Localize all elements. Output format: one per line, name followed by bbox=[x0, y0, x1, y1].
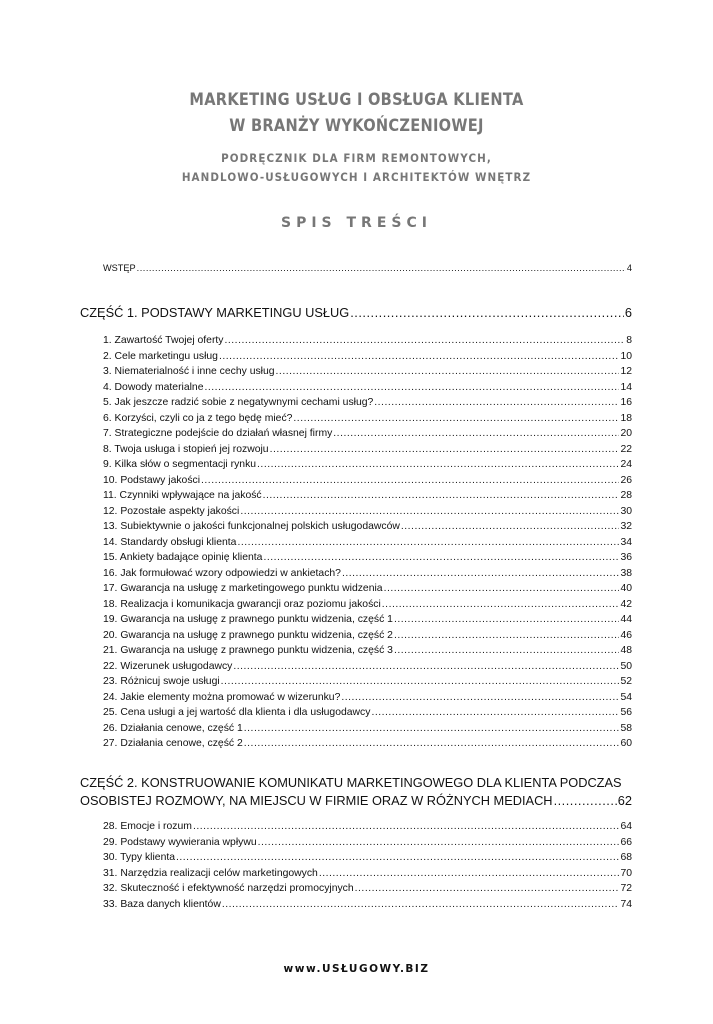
footer-website: www.USŁUGOWY.BIZ bbox=[283, 963, 430, 975]
toc-entry-label: 20. Gwarancja na usługę z prawnego punktu widzenia, część 2 bbox=[103, 629, 393, 641]
dot-leader bbox=[350, 304, 624, 322]
toc-entry-page: 64 bbox=[620, 821, 632, 832]
toc-entry-label: 7. Strategiczne podejście do działań własnej firmy bbox=[103, 428, 333, 439]
toc-entry[interactable] bbox=[103, 836, 632, 850]
toc-entry[interactable] bbox=[103, 737, 632, 751]
toc-part-label: OSOBISTEJ ROZMOWY, NA MIEJSCU W FIRMIE ORAZ W RÓŻNYCH MEDIACH bbox=[80, 793, 553, 808]
document-title-line2: W BRANŻY WYKOŃCZENIOWEJ bbox=[229, 116, 484, 136]
toc-entry[interactable] bbox=[103, 691, 632, 705]
dot-leader bbox=[137, 261, 626, 275]
toc-entry-page: 46 bbox=[620, 629, 632, 641]
dot-leader bbox=[355, 882, 620, 896]
toc-part-page: 62 bbox=[617, 793, 632, 808]
toc-entry-page: 52 bbox=[620, 676, 632, 687]
document-subtitle-line2: HANDLOWO-USŁUGOWYCH I ARCHITEKTÓW WNĘTRZ bbox=[181, 170, 532, 184]
toc-entry-page: 34 bbox=[620, 536, 632, 548]
toc-entry-label: 11. Czynniki wpływające na jakość bbox=[103, 490, 262, 501]
toc-entry[interactable] bbox=[103, 660, 632, 674]
toc-part-page: 6 bbox=[624, 305, 632, 320]
toc-entry[interactable] bbox=[103, 536, 632, 550]
toc-entry-label: 8. Twoja usługa i stopień jej rozwoju bbox=[103, 443, 269, 455]
toc-entry-page: 30 bbox=[620, 505, 632, 517]
toc-entry-page: 22 bbox=[620, 443, 632, 455]
dot-leader bbox=[394, 644, 619, 658]
toc-entry[interactable] bbox=[103, 443, 632, 457]
toc-entry-label: 23. Różnicuj swoje usługi bbox=[103, 676, 220, 687]
dot-leader bbox=[384, 582, 620, 596]
toc-entry-intro[interactable] bbox=[103, 261, 632, 275]
toc-entry-label: 22. Wizerunek usługodawcy bbox=[103, 660, 233, 672]
toc-entry-page: 68 bbox=[620, 852, 632, 863]
toc-entry-page: 48 bbox=[620, 645, 632, 656]
dot-leader bbox=[394, 613, 619, 627]
toc-part2-heading[interactable] bbox=[80, 792, 632, 810]
toc-entry-label: 1. Zawartość Twojej oferty bbox=[103, 335, 224, 346]
toc-entry[interactable] bbox=[103, 396, 632, 410]
toc-entry-page: 74 bbox=[620, 898, 632, 910]
toc-entry[interactable] bbox=[103, 458, 632, 472]
toc-entry[interactable] bbox=[103, 629, 632, 643]
toc-entry-page: 28 bbox=[620, 490, 632, 501]
toc-heading: SPIS TREŚCI bbox=[281, 215, 432, 231]
toc-entry-label: 12. Pozostałe aspekty jakości bbox=[103, 505, 240, 517]
dot-leader bbox=[371, 706, 619, 720]
toc-entry-page: 26 bbox=[620, 474, 632, 486]
toc-entry[interactable] bbox=[103, 427, 632, 441]
toc-part-label: CZĘŚĆ 1. PODSTAWY MARKETINGU USŁUG bbox=[80, 305, 350, 320]
toc-entry[interactable] bbox=[103, 820, 632, 834]
dot-leader bbox=[342, 567, 619, 581]
dot-leader bbox=[394, 629, 619, 643]
toc-entry-label: 27. Działania cenowe, część 2 bbox=[103, 738, 243, 749]
dot-leader bbox=[240, 505, 619, 519]
dot-leader bbox=[258, 836, 620, 850]
toc-entry[interactable] bbox=[103, 520, 632, 534]
dot-leader bbox=[401, 520, 620, 534]
toc-entry-label: 16. Jak formułować wzory odpowiedzi w ankietach? bbox=[103, 567, 341, 579]
toc-entry-page: 10 bbox=[620, 350, 632, 362]
toc-entry-label: 10. Podstawy jakości bbox=[103, 474, 201, 486]
toc-entry-page: 60 bbox=[620, 738, 632, 749]
toc-entry-page: 36 bbox=[620, 552, 632, 563]
dot-leader bbox=[554, 792, 617, 810]
dot-leader bbox=[225, 334, 626, 348]
toc-entry[interactable] bbox=[103, 567, 632, 581]
toc-entry-page: 72 bbox=[620, 883, 632, 894]
toc-entry-page: 38 bbox=[620, 567, 632, 579]
dot-leader bbox=[263, 551, 619, 565]
dot-leader bbox=[293, 412, 619, 426]
dot-leader bbox=[219, 350, 620, 364]
toc-entry-label: 2. Cele marketingu usług bbox=[103, 350, 218, 362]
toc-entry[interactable] bbox=[103, 675, 632, 689]
toc-entry[interactable] bbox=[103, 644, 632, 658]
toc-entry-label: 21. Gwarancja na usługę z prawnego punktu widzenia, część 3 bbox=[103, 645, 393, 656]
toc-entry-page: 70 bbox=[620, 867, 632, 879]
toc-entry[interactable] bbox=[103, 582, 632, 596]
toc-entry-label: 14. Standardy obsługi klienta bbox=[103, 536, 237, 548]
toc-entry[interactable] bbox=[103, 598, 632, 612]
toc-entry[interactable] bbox=[103, 613, 632, 627]
dot-leader bbox=[319, 867, 620, 881]
toc-entry-label: 3. Niematerialność i inne cechy usług bbox=[103, 366, 275, 377]
toc-entry-page: 16 bbox=[620, 397, 632, 408]
dot-leader bbox=[333, 427, 619, 441]
toc-entry[interactable] bbox=[103, 851, 632, 865]
toc-entry-label: 4. Dowody materialne bbox=[103, 381, 204, 393]
toc-entry-page: 4 bbox=[626, 263, 632, 273]
toc-entry-label: 13. Subiektywnie o jakości funkcjonalnej polskich usługodawców bbox=[103, 521, 400, 532]
dot-leader bbox=[257, 458, 619, 472]
toc-entry[interactable] bbox=[103, 551, 632, 565]
document-title-line1: MARKETING USŁUG I OBSŁUGA KLIENTA bbox=[189, 90, 524, 110]
toc-entry-label: 24. Jakie elementy można promować w wizerunku? bbox=[103, 691, 341, 703]
dot-leader bbox=[201, 474, 619, 488]
toc-entry[interactable] bbox=[103, 706, 632, 720]
dot-leader bbox=[270, 443, 620, 457]
dot-leader bbox=[374, 396, 619, 410]
toc-entry-page: 66 bbox=[620, 836, 632, 848]
dot-leader bbox=[221, 675, 620, 689]
toc-entry-page: 20 bbox=[620, 428, 632, 439]
dot-leader bbox=[341, 691, 619, 705]
toc-entry-page: 32 bbox=[620, 521, 632, 532]
toc-entry-page: 18 bbox=[620, 412, 632, 424]
dot-leader bbox=[193, 820, 620, 834]
toc-entry-page: 54 bbox=[620, 691, 632, 703]
toc-entry-page: 14 bbox=[620, 381, 632, 393]
toc-entry-label: 32. Skuteczność i efektywność narzędzi promocyjnych bbox=[103, 883, 354, 894]
toc-entry-label: 29. Podstawy wywierania wpływu bbox=[103, 836, 257, 848]
toc-entry-page: 56 bbox=[620, 707, 632, 718]
dot-leader bbox=[263, 489, 620, 503]
toc-entry-page: 58 bbox=[620, 722, 632, 734]
dot-leader bbox=[233, 660, 619, 674]
toc-entry-label: 6. Korzyści, czyli co ja z tego będę mieć? bbox=[103, 412, 293, 424]
toc-entry[interactable] bbox=[103, 898, 632, 912]
toc-entry-label: 19. Gwarancja na usługę z prawnego punktu widzenia, część 1 bbox=[103, 614, 393, 625]
toc-entry-page: 44 bbox=[620, 614, 632, 625]
toc-entry-label: 30. Typy klienta bbox=[103, 852, 176, 863]
document-subtitle-line1: PODRĘCZNIK DLA FIRM REMONTOWYCH, bbox=[221, 151, 492, 165]
toc-entry[interactable] bbox=[103, 489, 632, 503]
toc-entry-page: 8 bbox=[626, 335, 632, 346]
toc-entry-page: 50 bbox=[620, 660, 632, 672]
toc-entry-label: 26. Działania cenowe, część 1 bbox=[103, 722, 243, 734]
toc-entry-label: 5. Jak jeszcze radzić sobie z negatywnymi cechami usług? bbox=[103, 397, 374, 408]
toc-entry[interactable] bbox=[103, 722, 632, 736]
dot-leader bbox=[382, 598, 620, 612]
toc-entry-page: 42 bbox=[620, 598, 632, 610]
dot-leader bbox=[244, 722, 620, 736]
toc-entry-page: 24 bbox=[620, 459, 632, 470]
toc-entry[interactable] bbox=[103, 381, 632, 395]
toc-entry-label: 28. Emocje i rozum bbox=[103, 821, 192, 832]
toc-entry[interactable] bbox=[103, 350, 632, 364]
toc-entry-page: 40 bbox=[620, 583, 632, 594]
toc-entry-label: 18. Realizacja i komunikacja gwarancji oraz poziomu jakości bbox=[103, 598, 381, 610]
dot-leader bbox=[237, 536, 619, 550]
toc-part1-heading[interactable] bbox=[80, 304, 632, 322]
dot-leader bbox=[205, 381, 620, 395]
toc-entry-label: WSTĘP bbox=[103, 263, 136, 273]
dot-leader bbox=[222, 898, 620, 912]
toc-entry-label: 9. Kilka słów o segmentacji rynku bbox=[103, 459, 257, 470]
toc-entry-label: 31. Narzędzia realizacji celów marketingowych bbox=[103, 867, 318, 879]
toc-entry[interactable] bbox=[103, 412, 632, 426]
toc-entry-label: 33. Baza danych klientów bbox=[103, 898, 221, 910]
toc-entry[interactable] bbox=[103, 882, 632, 896]
toc-entry-page: 12 bbox=[620, 366, 632, 377]
dot-leader bbox=[276, 365, 620, 379]
toc-entry[interactable] bbox=[103, 365, 632, 379]
toc-entry[interactable] bbox=[103, 334, 632, 348]
toc-entry-label: 25. Cena usługi a jej wartość dla klienta i dla usługodawcy bbox=[103, 707, 371, 718]
dot-leader bbox=[176, 851, 619, 865]
toc-entry[interactable] bbox=[103, 505, 632, 519]
dot-leader bbox=[244, 737, 620, 751]
toc-entry[interactable] bbox=[103, 474, 632, 488]
toc-entry-label: 17. Gwarancja na usługę z marketingowego punktu widzenia bbox=[103, 583, 383, 594]
toc-entry[interactable] bbox=[103, 867, 632, 881]
toc-entry-label: 15. Ankiety badające opinię klienta bbox=[103, 552, 263, 563]
toc-part2-heading-line1[interactable]: CZĘŚĆ 2. KONSTRUOWANIE KOMUNIKATU MARKETINGOWEGO DLA KLIENTA PODCZAS bbox=[80, 775, 622, 790]
